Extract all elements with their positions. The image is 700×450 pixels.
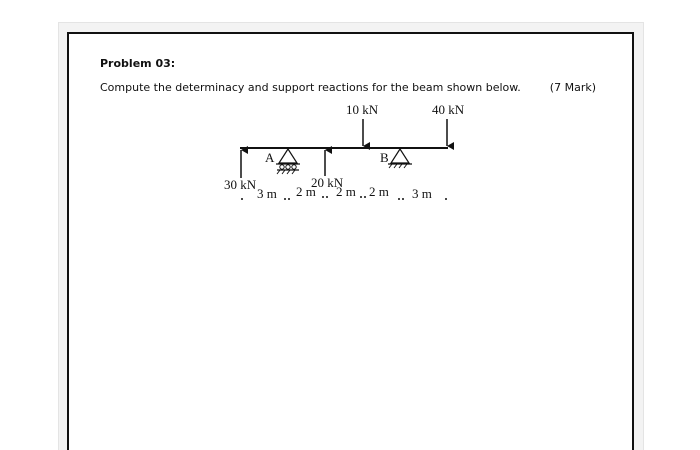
- load-label-30kn: 30 kN: [224, 177, 257, 192]
- dimension-label: 2 m: [296, 184, 316, 199]
- problem-title: Problem 03:: [100, 57, 176, 70]
- support-label-a: A: [265, 150, 275, 165]
- roller-support-a: [276, 149, 300, 174]
- dimension-label: 2 m: [336, 184, 356, 199]
- problem-question: Compute the determinacy and support reactions for the beam shown below.: [100, 81, 521, 94]
- pin-support-b: [388, 149, 412, 168]
- load-label-40kn: 40 kN: [432, 102, 465, 117]
- marks-label: (7 Mark): [549, 81, 596, 94]
- support-label-b: B: [380, 150, 389, 165]
- load-label-20kn: 20 kN: [311, 175, 344, 190]
- dimension-label: 3 m: [412, 186, 432, 201]
- dimension-label: 2 m: [369, 184, 389, 199]
- load-label-10kn: 10 kN: [346, 102, 379, 117]
- dimension-label: 3 m: [257, 186, 277, 201]
